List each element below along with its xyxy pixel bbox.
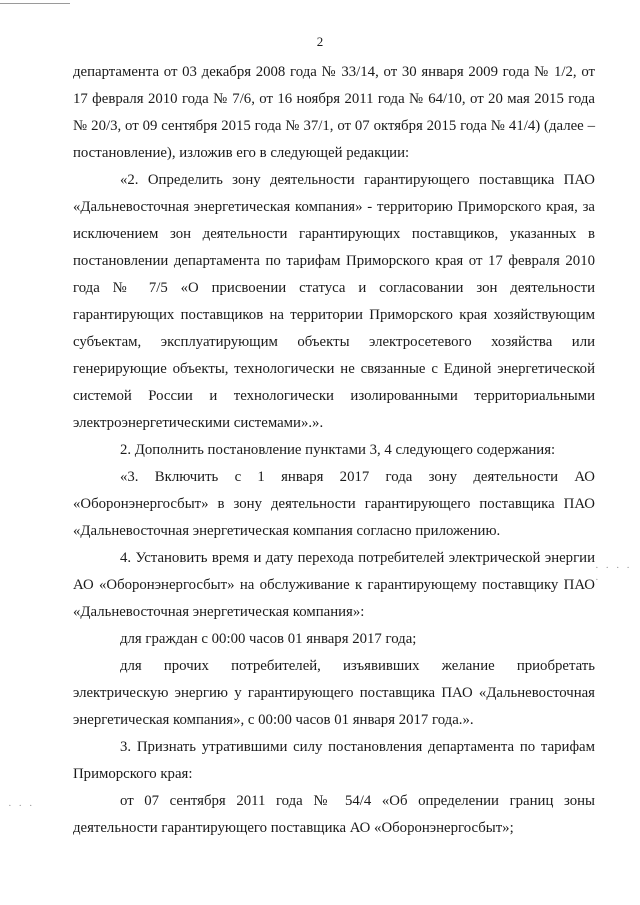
paragraph-repeal: 3. Признать утратившими силу постановления департамента по тарифам Приморского края:	[73, 739, 595, 782]
paragraph-item-4: 4. Установить время и дату перехода потребителей электрической энергии АО «Оборонэнергосбыт» на обслуживание к гарантирующему поставщику ПАО «Дальневосточная энергетическая компания»:	[73, 550, 595, 620]
page-number: 2	[316, 34, 324, 49]
paragraph-repeal-item: от 07 сентября 2011 года № 54/4 «Об определении границ зоны деятельности гарантирующего поставщика АО «Оборонэнергосбыт»;	[73, 793, 595, 836]
paragraph-item-3: «3. Включить с 1 января 2017 года зону деятельности АО «Оборонэнергосбыт» в зону деятельности гарантирующего поставщика ПАО «Дальневосточная энергетическая компания согласно приложению.	[73, 469, 595, 539]
paragraph-amend: 2. Дополнить постановление пунктами 3, 4 следующего содержания:	[120, 442, 556, 458]
paragraph-item-2: «2. Определить зону деятельности гарантирующего поставщика ПАО «Дальневосточная энергетическая компания» - территорию Приморского края, за исключением зон деятельности гарантирующих поставщиков, указанных в постановлении департамента по тарифам Приморского края от 17 февраля 2010 года № 7/5 «О присвоении статуса и согласовании зон деятельности гарантирующих поставщиков на территории Приморского края хозяйствующим субъектам, эксплуатирующим объекты электросетевого хозяйства или генерирующие объекты, технологически не связанные с Единой энергетической системой России и технологически изолированными территориальными электроэнергетическими системами».».	[73, 172, 595, 431]
scan-artifact-dots: · · · · ·	[595, 562, 632, 586]
document-body	[73, 59, 595, 842]
paragraph-other-consumers: для прочих потребителей, изъявивших желание приобретать электрическую энергию у гарантирующего поставщика ПАО «Дальневосточная энергетическая компания», с 00:00 часов 01 января 2017 года.».	[73, 658, 595, 728]
paragraph-intro: департамента от 03 декабря 2008 года № 33/14, от 30 января 2009 года № 1/2, от 17 февраля 2010 года № 7/6, от 16 ноября 2011 года № 64/10, от 20 мая 2015 года № 20/3, от 09 сентября 2015 года № 37/1, от 07 октября 2015 года № 41/4) (далее – постановление), изложив его в следующей редакции:	[73, 64, 595, 161]
scan-artifact-dots: · · ·	[8, 800, 35, 812]
paragraph-citizens: для граждан с 00:00 часов 01 января 2017 года;	[120, 631, 417, 647]
scan-edge-line	[0, 3, 70, 4]
